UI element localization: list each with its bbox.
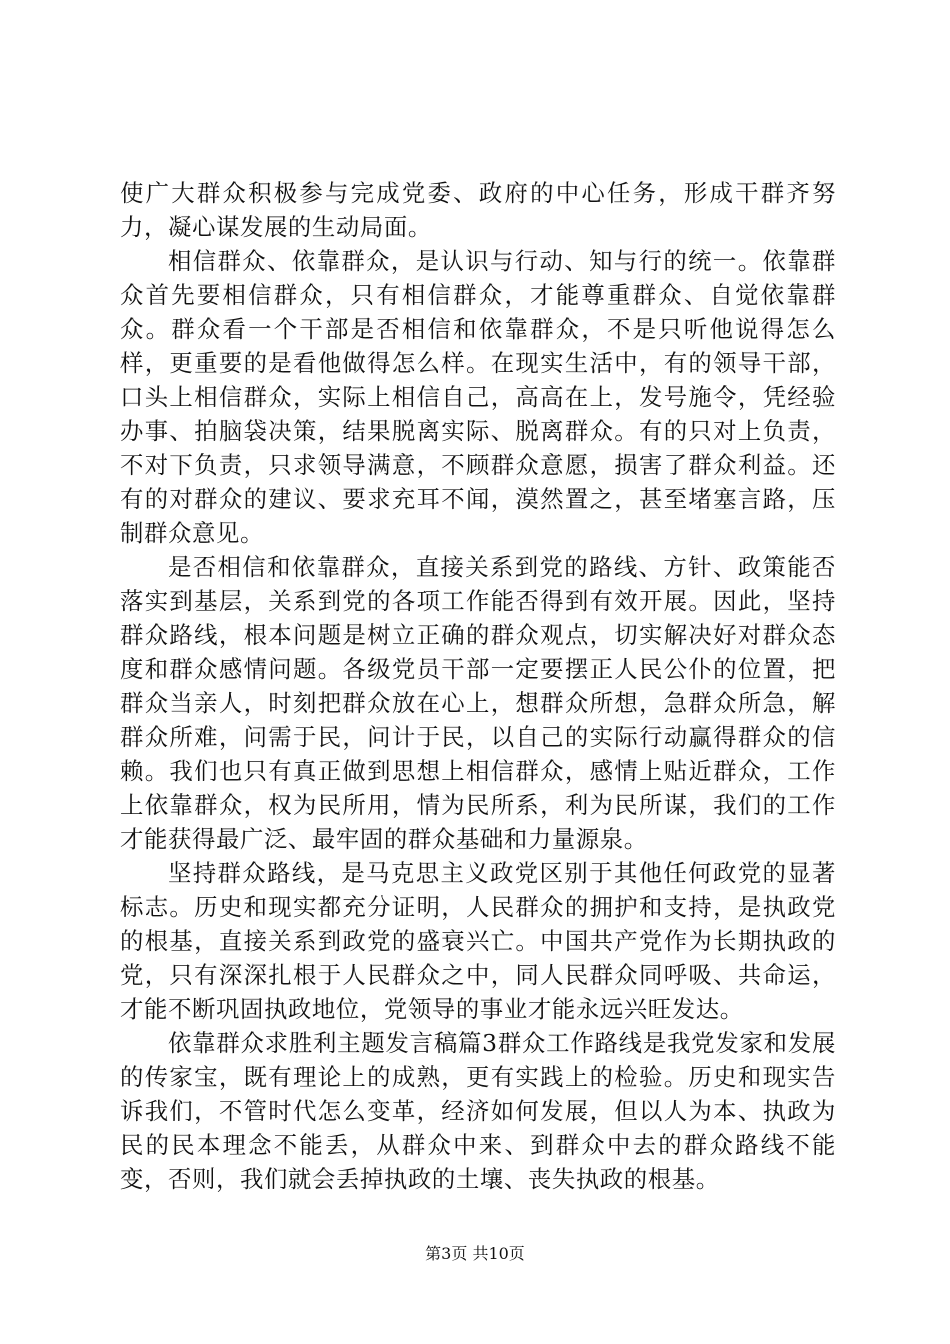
- paragraph: 相信群众、依靠群众，是认识与行动、知与行的统一。依靠群众首先要相信群众，只有相信群众，才能尊重群众、自觉依靠群众。群众看一个干部是否相信和依靠群众，不是只听他说得怎么样，更重要的是看他做得怎么样。在现实生活中，有的领导干部，口头上相信群众，实际上相信自己，高高在上，发号施令，凭经验办事、拍脑袋决策，结果脱离实际、脱离群众。有的只对上负责，不对下负责，只求领导满意，不顾群众意愿，损害了群众利益。还有的对群众的建议、要求充耳不闻，漠然置之，甚至堵塞言路，压制群众意见。: [120, 247, 836, 547]
- paragraph: 坚持群众路线，是马克思主义政党区别于其他任何政党的显著标志。历史和现实都充分证明，人民群众的拥护和支持，是执政党的根基，直接关系到政党的盛衰兴亡。中国共产党作为长期执政的党，只有深深扎根于人民群众之中，同人民群众同呼吸、共命运，才能不断巩固执政地位，党领导的事业才能永远兴旺发达。: [120, 859, 836, 1023]
- paragraph: 是否相信和依靠群众，直接关系到党的路线、方针、政策能否落实到基层，关系到党的各项工作能否得到有效开展。因此，坚持群众路线，根本问题是树立正确的群众观点，切实解决好对群众态度和群众感情问题。各级党员干部一定要摆正人民公仆的位置，把群众当亲人，时刻把群众放在心上，想群众所想，急群众所急，解群众所难，问需于民，问计于民，以自己的实际行动赢得群众的信赖。我们也只有真正做到思想上相信群众，感情上贴近群众，工作上依靠群众，权为民所用，情为民所系，利为民所谋，我们的工作才能获得最广泛、最牢固的群众基础和力量源泉。: [120, 553, 836, 853]
- document-body: [120, 176, 836, 1196]
- paragraph: 依靠群众求胜利主题发言稿篇3群众工作路线是我党发家和发展的传家宝，既有理论上的成熟，更有实践上的检验。历史和现实告诉我们，不管时代怎么变革，经济如何发展，但以人为本、执政为民的民本理念不能丢，从群众中来、到群众中去的群众路线不能变，否则，我们就会丢掉执政的土壤、丧失执政的根基。: [120, 1029, 836, 1193]
- page-footer: 第3页 共10页: [425, 1244, 525, 1263]
- paragraph: 使广大群众积极参与完成党委、政府的中心任务，形成干群齐努力，凝心谋发展的生动局面。: [120, 179, 836, 241]
